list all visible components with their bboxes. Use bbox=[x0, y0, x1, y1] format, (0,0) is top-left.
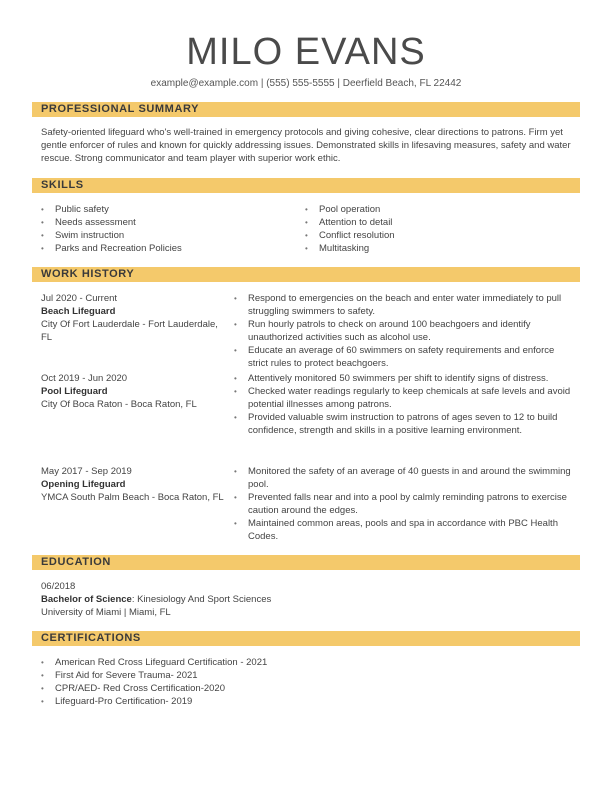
job-dates: Jul 2020 - Current bbox=[41, 293, 118, 304]
certifications-list bbox=[41, 656, 541, 708]
job-bullet: • Educate an average of 60 swimmers on safety requirements and enforce strict rules to protect beachgoers. bbox=[234, 344, 574, 370]
section-title: CERTIFICATIONS bbox=[41, 632, 141, 644]
candidate-name: MILO EVANS bbox=[186, 31, 426, 73]
certification-item: • Lifeguard-Pro Certification- 2019 bbox=[41, 695, 541, 708]
job-details bbox=[41, 372, 229, 411]
summary-section-header bbox=[32, 102, 580, 117]
certifications-section-header bbox=[32, 631, 580, 646]
summary-text: Safety-oriented lifeguard who's well-trained in emergency protocols and giving cohesive, clear directions to patrons. Firm yet gentle enforcer of rules and known for quickly addressing issues. Demonstrated skills in lifesaving measures, safety and water rescue. Strong communicator and team player with superior work ethic. bbox=[41, 127, 571, 164]
skill-item: • Conflict resolution bbox=[305, 229, 555, 242]
education-degree-line bbox=[41, 593, 541, 606]
skill-item: • Public safety bbox=[41, 203, 291, 216]
section-title: EDUCATION bbox=[41, 556, 111, 568]
job-bullet: • Prevented falls near and into a pool by calmly reminding patrons to exercise caution around the edges. bbox=[234, 491, 574, 517]
skill-item: • Multitasking bbox=[305, 242, 555, 255]
job-details bbox=[41, 465, 229, 504]
skills-list-right bbox=[305, 203, 555, 255]
skill-item: • Swim instruction bbox=[41, 229, 291, 242]
certification-item: • American Red Cross Lifeguard Certification - 2021 bbox=[41, 656, 541, 669]
degree-name: Bachelor of Science bbox=[41, 594, 132, 605]
job-title: Beach Lifeguard bbox=[41, 306, 116, 317]
skills-section-header bbox=[32, 178, 580, 193]
skill-item: • Needs assessment bbox=[41, 216, 291, 229]
education-date: 06/2018 bbox=[41, 581, 76, 592]
job-bullets bbox=[234, 292, 574, 370]
job-title: Opening Lifeguard bbox=[41, 479, 126, 490]
degree-field: : Kinesiology And Sport Sciences bbox=[131, 594, 272, 605]
section-title: WORK HISTORY bbox=[41, 268, 135, 280]
certification-item: • First Aid for Severe Trauma- 2021 bbox=[41, 669, 541, 682]
skill-item: • Attention to detail bbox=[305, 216, 555, 229]
education-entry bbox=[41, 580, 541, 619]
section-title: PROFESSIONAL SUMMARY bbox=[41, 103, 200, 115]
job-details bbox=[41, 292, 229, 344]
skill-item: • Pool operation bbox=[305, 203, 555, 216]
job-bullet: • Monitored the safety of an average of 40 guests in and around the swimming pool. bbox=[234, 465, 574, 491]
job-bullet: • Run hourly patrols to check on around 100 beachgoers and identify unauthorized activities such as alcohol use. bbox=[234, 318, 574, 344]
education-section-header bbox=[32, 555, 580, 570]
job-dates: Oct 2019 - Jun 2020 bbox=[41, 373, 128, 384]
certification-item: • CPR/AED- Red Cross Certification-2020 bbox=[41, 682, 541, 695]
job-bullet: • Provided valuable swim instruction to patrons of ages seven to 12 to build confidence, strength and skills in a positive learning environment. bbox=[234, 411, 574, 437]
job-bullet: • Respond to emergencies on the beach and enter water immediately to pull struggling swimmers to safety. bbox=[234, 292, 574, 318]
job-bullet: • Checked water readings regularly to keep chemicals at safe levels and avoid potential illnesses among patrons. bbox=[234, 385, 574, 411]
job-title: Pool Lifeguard bbox=[41, 386, 108, 397]
job-bullets bbox=[234, 465, 574, 543]
section-title: SKILLS bbox=[41, 179, 84, 191]
skills-list-left bbox=[41, 203, 291, 255]
job-employer: City Of Boca Raton - Boca Raton, FL bbox=[41, 399, 197, 410]
job-bullet: • Maintained common areas, pools and spa in accordance with PBC Health Codes. bbox=[234, 517, 574, 543]
contact-line: example@example.com | (555) 555-5555 | Deerfield Beach, FL 22442 bbox=[150, 78, 462, 89]
work-section-header bbox=[32, 267, 580, 282]
education-school: University of Miami | Miami, FL bbox=[41, 607, 171, 618]
job-bullets bbox=[234, 372, 574, 437]
job-employer: City Of Fort Lauderdale - Fort Lauderdale, FL bbox=[41, 319, 218, 343]
job-bullet: • Attentively monitored 50 swimmers per shift to identify signs of distress. bbox=[234, 372, 574, 385]
job-dates: May 2017 - Sep 2019 bbox=[41, 466, 132, 477]
skill-item: • Parks and Recreation Policies bbox=[41, 242, 291, 255]
job-employer: YMCA South Palm Beach - Boca Raton, FL bbox=[41, 492, 224, 503]
